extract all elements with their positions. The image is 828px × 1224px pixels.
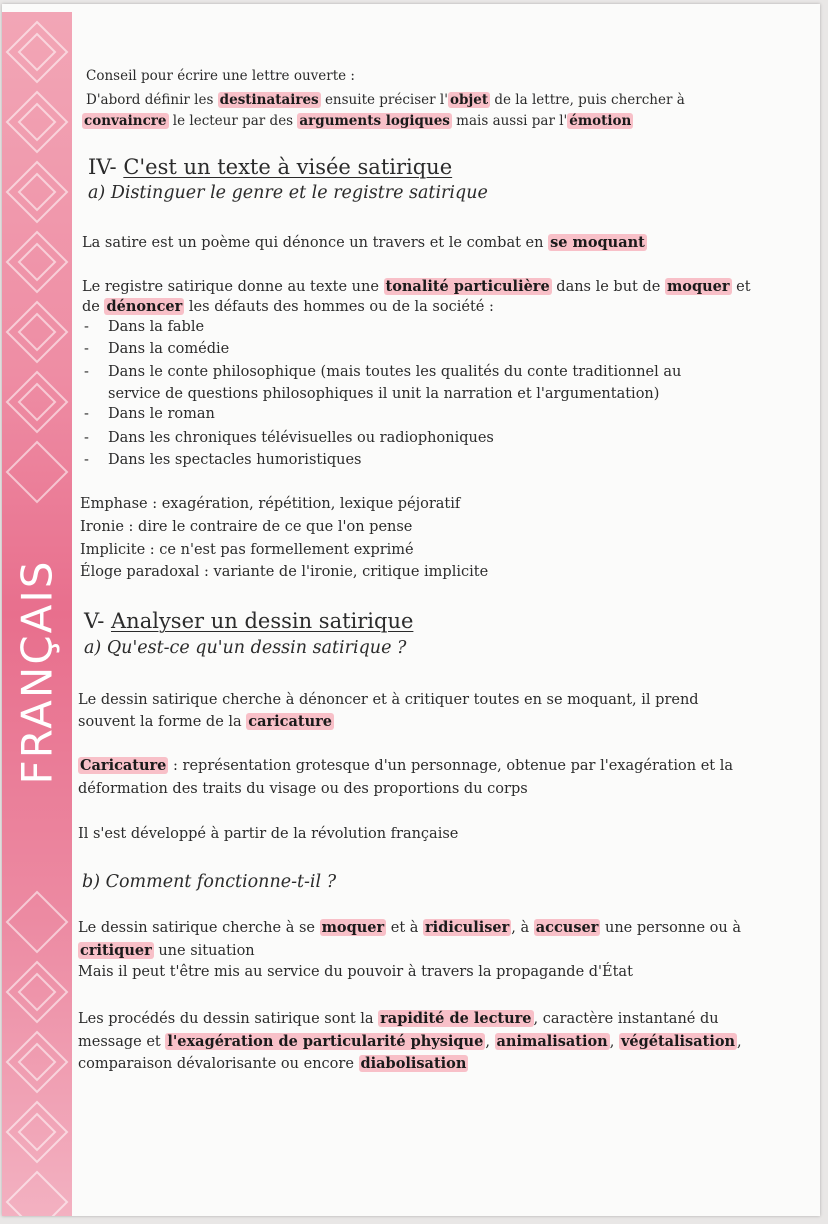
- intro-line-3: convaincre le lecteur par des arguments logiques mais aussi par l' émotion: [84, 113, 632, 129]
- fonction-line-2: critiquer une situation: [80, 942, 255, 959]
- history-line: Il s'est développé à partir de la révolution française: [78, 826, 459, 842]
- registre-line-2: de dénoncer les défauts des hommes ou de la société :: [82, 298, 494, 315]
- section-5a-subheading: a) Qu'est-ce qu'un dessin satirique ?: [84, 638, 407, 658]
- procedes-line-3: comparaison dévalorisante ou encore diabolisation: [78, 1055, 467, 1072]
- document-page: [2, 4, 820, 1216]
- section-5-heading: V- Analyser un dessin satirique: [84, 609, 414, 633]
- list-item: - Dans le roman: [84, 406, 215, 422]
- registre-line-1: Le registre satirique donne au texte une tonalité particulière dans le but de moquer et: [82, 278, 751, 295]
- fonction-line-3: Mais il peut t'être mis au service du pouvoir à travers la propagande d'État: [78, 964, 633, 980]
- list-item: - Dans le conte philosophique (mais toutes les qualités du conte traditionnel au: [84, 364, 682, 380]
- caricature-line-2: déformation des traits du visage ou des proportions du corps: [78, 781, 528, 797]
- list-item: - Dans les spectacles humoristiques: [84, 452, 362, 468]
- satire-definition: La satire est un poème qui dénonce un travers et le combat en se moquant: [82, 234, 645, 251]
- fonction-line-1: Le dessin satirique cherche à se moquer et à ridiculiser , à accuser une personne ou à: [78, 919, 742, 936]
- list-item: - Dans la fable: [84, 319, 205, 335]
- dessin-line-1: Le dessin satirique cherche à dénoncer et à critiquer toutes en se moquant, il prend: [78, 692, 699, 708]
- list-item: - Dans la comédie: [84, 341, 230, 357]
- procedes-line-1: Les procédés du dessin satirique sont la rapidité de lecture , caractère instantané du: [78, 1010, 719, 1027]
- section-4-heading: IV- C'est un texte à visée satirique: [88, 155, 453, 179]
- section-5b-subheading: b) Comment fonctionne-t-il ?: [82, 872, 337, 892]
- definition-eloge: Éloge paradoxal : variante de l'ironie, critique implicite: [80, 564, 489, 580]
- intro-line-1: Conseil pour écrire une lettre ouverte :: [86, 68, 355, 84]
- caricature-line-1: Caricature : représentation grotesque d'un personnage, obtenue par l'exagération et la: [80, 757, 733, 774]
- list-item-continuation: service de questions philosophiques il unit la narration et l'argumentation): [108, 386, 660, 402]
- subject-band: [2, 12, 72, 1216]
- section-4a-subheading: a) Distinguer le genre et le registre satirique: [88, 183, 488, 203]
- dessin-line-2: souvent la forme de la caricature: [78, 713, 332, 730]
- list-item: - Dans les chroniques télévisuelles ou radiophoniques: [84, 430, 494, 446]
- intro-line-2: D'abord définir les destinataires ensuite préciser l' objet de la lettre, puis chercher à: [86, 92, 685, 108]
- subject-label: FRANÇAIS: [12, 559, 62, 785]
- definition-emphase: Emphase : exagération, répétition, lexique péjoratif: [80, 496, 461, 512]
- procedes-line-2: message et l'exagération de particularité physique , animalisation , végétalisation ,: [78, 1033, 742, 1050]
- definition-ironie: Ironie : dire le contraire de ce que l'on pense: [80, 519, 413, 535]
- definition-implicite: Implicite : ce n'est pas formellement exprimé: [80, 542, 414, 558]
